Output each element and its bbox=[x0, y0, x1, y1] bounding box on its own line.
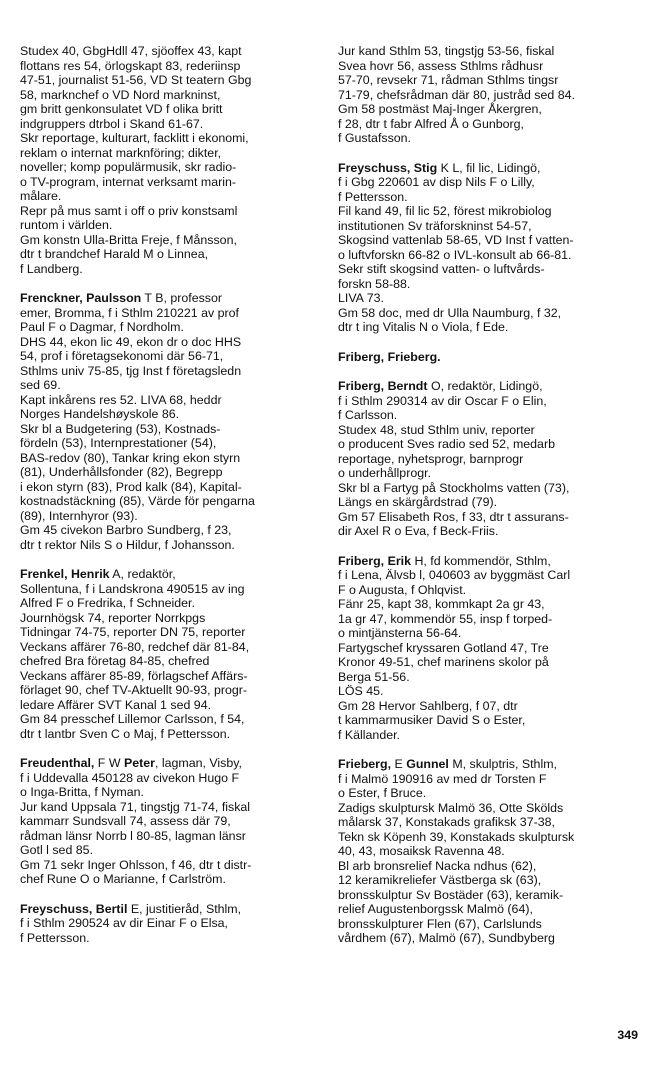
text-segment: A, redaktör, bbox=[109, 567, 176, 581]
text-line: Studex 48, stud Sthlm univ, reporter bbox=[338, 422, 535, 437]
text-line: o producent Sves radio sed 52, medarb bbox=[338, 437, 555, 451]
text-segment: K L, fil lic, Lidingö, bbox=[437, 160, 541, 175]
text-line: dir Axel R o Eva, f Beck-Friis. bbox=[338, 524, 499, 538]
text-line: f i Malmö 190916 av med dr Torsten F bbox=[338, 771, 547, 786]
text-line: f Pettersson. bbox=[338, 189, 408, 204]
entry-first-line bbox=[20, 902, 320, 917]
text-line: Berga 51-56. bbox=[338, 669, 410, 684]
text-line: F o Augusta, f Ohlqvist. bbox=[338, 582, 467, 597]
given-name: Peter bbox=[123, 756, 155, 770]
text-line: f Källander. bbox=[338, 727, 400, 742]
text-line: Längs en skärgårdstrad (79). bbox=[338, 495, 498, 509]
entry-first-line bbox=[20, 756, 320, 771]
entry-name: Frieberg, bbox=[338, 757, 392, 771]
entry-first-line bbox=[338, 757, 646, 772]
text-segment: , lagman, Visby, bbox=[154, 756, 242, 770]
text-line: Studex 40, GbgHdll 47, sjöoffex 43, kapt bbox=[20, 44, 242, 58]
text-line: relief Augustenborgssk Malmö (64), bbox=[338, 902, 533, 916]
text-line: Repr på mus samt i off o priv konstsaml bbox=[20, 203, 238, 218]
text-line: dtr t lantbr Sven C o Maj, f Pettersson. bbox=[20, 726, 231, 741]
entry-name: Friberg, Erik bbox=[338, 553, 411, 568]
text-line: 71-79, chefsrådman där 80, justråd sed 84. bbox=[338, 87, 575, 102]
entry-frenkel-henrik bbox=[20, 567, 320, 741]
text-line: indgruppers dtrbol i Skand 61-67. bbox=[20, 116, 204, 131]
text-line: gm britt genkonsulatet VD f olika britt bbox=[20, 102, 223, 116]
text-line: noveller; komp populärmusik, skr radio- bbox=[20, 160, 237, 174]
text-line: förlaget 90, chef TV-Aktuellt 90-93, progr- bbox=[20, 683, 248, 697]
text-line: BAS-redov (80), Tankar kring ekon styrn bbox=[20, 450, 241, 465]
text-line: institutionen Sv träforskninst 54-57, bbox=[338, 218, 532, 233]
text-line: 1a gr 47, kommendör 55, insp f torped- bbox=[338, 611, 553, 626]
text-line: Veckans affärer 76-80, redchef där 81-84, bbox=[20, 639, 250, 654]
text-line: Gm 84 presschef Lillemor Carlsson, f 54, bbox=[20, 712, 245, 726]
text-line: o Ester, f Bruce. bbox=[338, 786, 427, 800]
text-line: Sekr stift skogsind vatten- o luftvårds- bbox=[338, 262, 545, 276]
text-line: Gm 71 sekr Inger Ohlsson, f 46, dtr t distr- bbox=[20, 857, 252, 872]
entry-continued-right bbox=[338, 44, 646, 146]
entry-frieberg-gunnel bbox=[338, 757, 646, 946]
text-line: Gm 45 civekon Barbro Sundberg, f 23, bbox=[20, 523, 232, 537]
entry-name: Frenkel, Henrik bbox=[20, 567, 110, 581]
entry-friberg-erik bbox=[338, 554, 646, 743]
text-line: t kammarmusiker David S o Ester, bbox=[338, 713, 526, 727]
text-line: Jur kand Sthlm 53, tingstjg 53-56, fiskal bbox=[338, 44, 555, 58]
text-line: runtom i världen. bbox=[20, 218, 113, 232]
text-line: forskn 58-88. bbox=[338, 276, 411, 291]
text-line: Skr bl a Budgetering (53), Kostnads- bbox=[20, 421, 221, 436]
text-line: Gm 58 postmäst Maj-Inger Åkergren, bbox=[338, 102, 542, 116]
entry-freudenthal-peter bbox=[20, 756, 320, 887]
text-line: Sollentuna, f i Landskrona 490515 av ing bbox=[20, 581, 245, 596]
text-line: Alfred F o Fredrika, f Schneider. bbox=[20, 596, 195, 610]
text-line: Skogsind vattenlab 58-65, VD Inst f vatten- bbox=[338, 233, 574, 247]
text-line: DHS 44, ekon lic 49, ekon dr o doc HHS bbox=[20, 334, 242, 349]
text-line: f Pettersson. bbox=[20, 930, 90, 945]
text-line: fördeln (53), Internprestationer (54), bbox=[20, 436, 217, 450]
text-line: f i Sthlm 290524 av dir Einar F o Elsa, bbox=[20, 916, 228, 930]
text-line: Gotl l sed 85. bbox=[20, 843, 94, 857]
entry-name: Friberg, Berndt bbox=[338, 379, 428, 393]
text-line: flottans res 54, örlogskapt 83, rederiinsp bbox=[20, 58, 241, 73]
text-line: kostnadstäckning (85), Värde för pengarna bbox=[20, 494, 255, 508]
text-line: dtr t brandchef Harald M o Linnea, bbox=[20, 247, 209, 261]
text-line: vårdhem (67), Malmö (67), Sundbyberg bbox=[338, 931, 555, 945]
text-line: i ekon styrn (83), Prod kalk (84), Kapital- bbox=[20, 479, 242, 494]
text-line: 47-51, journalist 51-56, VD St teatern Gbg bbox=[20, 73, 252, 87]
initials: F W bbox=[94, 756, 124, 770]
entry-first-line bbox=[338, 554, 646, 569]
entry-name: Freyschuss, Bertil bbox=[20, 901, 128, 916]
text-line: kammarr Sundsvall 74, assess där 79, bbox=[20, 814, 231, 828]
text-line: Fartygschef kryssaren Gotland 47, Tre bbox=[338, 640, 549, 655]
entry-continued-left bbox=[20, 44, 320, 276]
text-line: Gm konstn Ulla-Britta Freje, f Månsson, bbox=[20, 232, 237, 247]
entry-name: Freudenthal, bbox=[20, 756, 95, 770]
text-line: f Landberg. bbox=[20, 261, 83, 276]
entry-freyschuss-stig bbox=[338, 161, 646, 335]
text-line: Journhögsk 74, reporter Norrkpgs bbox=[20, 610, 206, 625]
text-line: Tekn sk Köpenh 39, Konstakads skulptursk bbox=[338, 829, 575, 844]
text-segment: O, redaktör, Lidingö, bbox=[427, 379, 543, 393]
entry-frenckner-paulsson bbox=[20, 291, 320, 552]
text-line: Paul F o Dagmar, f Nordholm. bbox=[20, 320, 184, 334]
cross-reference-heading: Friberg, Frieberg. bbox=[338, 349, 441, 364]
text-line: dtr t ing Vitalis N o Viola, f Ede. bbox=[338, 320, 509, 334]
text-line: chef Rune O o Marianne, f Carlström. bbox=[20, 872, 226, 886]
text-line: målare. bbox=[20, 189, 62, 203]
text-line: bronsskulptur Sv Bostäder (63), keramik- bbox=[338, 887, 564, 902]
entry-first-line bbox=[338, 379, 646, 394]
entry-name: Frenckner, Paulsson bbox=[20, 291, 142, 305]
text-line: 57-70, revsekr 71, rådman Sthlms tingsr bbox=[338, 73, 559, 87]
text-line: o mintjänsterna 56-64. bbox=[338, 626, 462, 640]
text-line: Kronor 49-51, chef marinens skolor på bbox=[338, 655, 549, 669]
text-line: (89), Internhyror (93). bbox=[20, 508, 138, 523]
text-line: (81), Underhållsfonder (82), Begrepp bbox=[20, 465, 223, 479]
text-line: o underhållprogr. bbox=[338, 466, 431, 480]
text-line: Gm 57 Elisabeth Ros, f 33, dtr t assurans- bbox=[338, 509, 569, 524]
text-line: o luftvforskn 66-82 o IVL-konsult ab 66-81. bbox=[338, 247, 572, 262]
text-line: Skr reportage, kulturart, facklitt i ekonomi, bbox=[20, 131, 249, 145]
text-line: Veckans affärer 85-89, förlagschef Affärs- bbox=[20, 668, 248, 683]
left-column bbox=[20, 44, 320, 960]
text-line: chefred Bra företag 84-85, chefred bbox=[20, 654, 210, 668]
entry-first-line bbox=[20, 291, 320, 306]
entry-first-line bbox=[20, 567, 320, 582]
text-line: Jur kand Uppsala 71, tingstjg 71-74, fiskal bbox=[20, 799, 251, 814]
text-segment: M, skulptris, Sthlm, bbox=[448, 757, 557, 771]
text-line: o Inga-Britta, f Nyman. bbox=[20, 785, 144, 799]
text-segment: T B, professor bbox=[141, 291, 223, 305]
text-line: dtr t rektor Nils S o Hildur, f Johansson. bbox=[20, 537, 235, 552]
initials: E bbox=[391, 757, 407, 771]
text-line: Svea hovr 56, assess Sthlms rådhusr bbox=[338, 58, 544, 73]
text-line: f i Lena, Älvsb l, 040603 av byggmäst Carl bbox=[338, 568, 571, 582]
text-line: ledare Affärer SVT Kanal 1 sed 94. bbox=[20, 697, 212, 712]
text-segment: E, justitieråd, Sthlm, bbox=[127, 901, 242, 916]
text-line: Tidningar 74-75, reporter DN 75, reporter bbox=[20, 625, 246, 639]
text-line: f i Uddevalla 450128 av civekon Hugo F bbox=[20, 770, 240, 785]
text-line: Sthlms univ 75-85, tjg Inst f företagsledn bbox=[20, 363, 242, 378]
text-line: Kapt inkårens res 52. LIVA 68, heddr bbox=[20, 392, 222, 407]
page-number: 349 bbox=[617, 1028, 638, 1042]
text-line: f 28, dtr t fabr Alfred Å o Gunborg, bbox=[338, 116, 524, 131]
right-column bbox=[338, 44, 646, 961]
text-line: Zadigs skulptursk Malmö 36, Otte Skölds bbox=[338, 800, 564, 815]
given-name: Gunnel bbox=[406, 757, 449, 771]
text-line: Gm 28 Hervor Sahlberg, f 07, dtr bbox=[338, 698, 518, 713]
text-line: 12 keramikreliefer Västberga sk (63), bbox=[338, 873, 542, 887]
text-line: f i Gbg 220601 av disp Nils F o Lilly, bbox=[338, 175, 535, 189]
text-line: Fänr 25, kapt 38, kommkapt 2a gr 43, bbox=[338, 597, 545, 611]
text-line: o TV-program, internat verksamt marin- bbox=[20, 174, 236, 189]
text-line: rådman länsr Norrb l 80-85, lagman länsr bbox=[20, 828, 246, 843]
entry-freyschuss-bertil bbox=[20, 902, 320, 946]
text-line: Gm 58 doc, med dr Ulla Naumburg, f 32, bbox=[338, 305, 562, 320]
text-line: LÖS 45. bbox=[338, 684, 384, 698]
text-line: 54, prof i företagsekonomi där 56-71, bbox=[20, 349, 224, 363]
entry-first-line bbox=[338, 161, 646, 176]
entry-friberg-berndt bbox=[338, 379, 646, 539]
text-line: bronsskulpturer Flen (67), Carlslunds bbox=[338, 916, 542, 931]
text-segment: H, fd kommendör, Sthlm, bbox=[411, 553, 551, 568]
text-line: f Carlsson. bbox=[338, 408, 398, 422]
text-line: målarsk 37, Konstakads grafiksk 37-38, bbox=[338, 815, 555, 829]
entry-name: Freyschuss, Stig bbox=[338, 160, 438, 175]
text-line: reportage, nyhetsprogr, barnprogr bbox=[338, 451, 524, 466]
text-line: emer, Bromma, f i Sthlm 210221 av prof bbox=[20, 305, 239, 320]
text-line: 58, marknchef o VD Nord markninst, bbox=[20, 87, 221, 102]
text-line: f i Sthlm 290314 av dir Oscar F o Elin, bbox=[338, 393, 547, 408]
text-line: f Gustafsson. bbox=[338, 131, 412, 145]
text-line: 40, 43, mosaiksk Ravenna 48. bbox=[338, 844, 505, 858]
entry-friberg-heading bbox=[338, 350, 646, 365]
text-line: sed 69. bbox=[20, 378, 61, 392]
text-line: Skr bl a Fartyg på Stockholms vatten (73), bbox=[338, 480, 570, 495]
text-line: Fil kand 49, fil lic 52, förest mikrobiolog bbox=[338, 204, 552, 218]
text-line: reklam o internat marknföring; dikter, bbox=[20, 145, 222, 160]
text-line: Bl arb bronsrelief Nacka ndhus (62), bbox=[338, 858, 537, 873]
text-line: LIVA 73. bbox=[338, 291, 384, 305]
text-line: Norges Handelshøyskole 86. bbox=[20, 407, 180, 421]
